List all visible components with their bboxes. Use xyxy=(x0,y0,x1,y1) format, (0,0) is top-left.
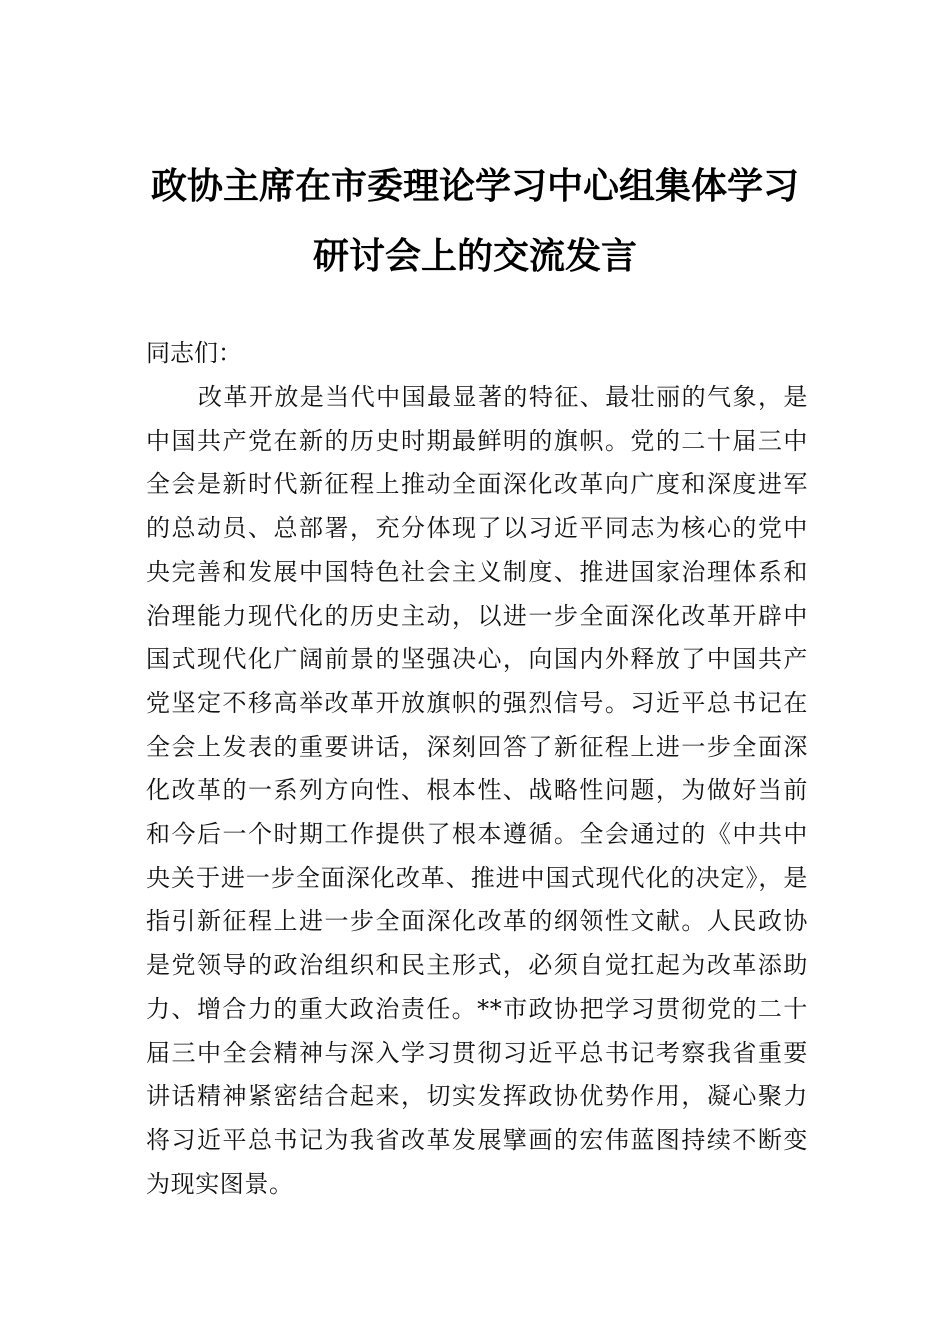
salutation: 同志们： xyxy=(146,339,242,367)
body-paragraph: 改革开放是当代中国最显著的特征、最壮丽的气象，是中国共产党在新的历史时期最鲜明的旗帜。党的二十届三中全会是新时代新征程上推动全面深化改革向广度和深度进军的总动员、总部署，充分体现了以习近平同志为核心的党中央完善和发展中国特色社会主义制度、推进国家治理体系和治理能力现代化的历史主动，以进一步全面深化改革开辟中国式现代化广阔前景的坚强决心，向国内外释放了中国共产党坚定不移高举改革开放旗帜的强烈信号。习近平总书记在全会上发表的重要讲话，深刻回答了新征程上进一步全面深化改革的一系列方向性、根本性、战略性问题，为做好当前和今后一个时期工作提供了根本遵循。全会通过的《中共中央关于进一步全面深化改革、推进中国式现代化的决定》，是指引新征程上进一步全面深化改革的纲领性文献。人民政协是党领导的政治组织和民主形式，必须自觉扛起为改革添助力、增合力的重大政治责任。**市政协把学习贯彻党的二十届三中全会精神与深入学习贯彻习近平总书记考察我省重要讲话精神紧密结合起来，切实发挥政协优势作用，凝心聚力将习近平总书记为我省改革发展擘画的宏伟蓝图持续不断变为现实图景。 xyxy=(146,383,808,1198)
document-title-line-1: 政协主席在市委理论学习中心组集体学习 xyxy=(150,165,799,207)
document-title-line-2: 研讨会上的交流发言 xyxy=(312,235,637,277)
